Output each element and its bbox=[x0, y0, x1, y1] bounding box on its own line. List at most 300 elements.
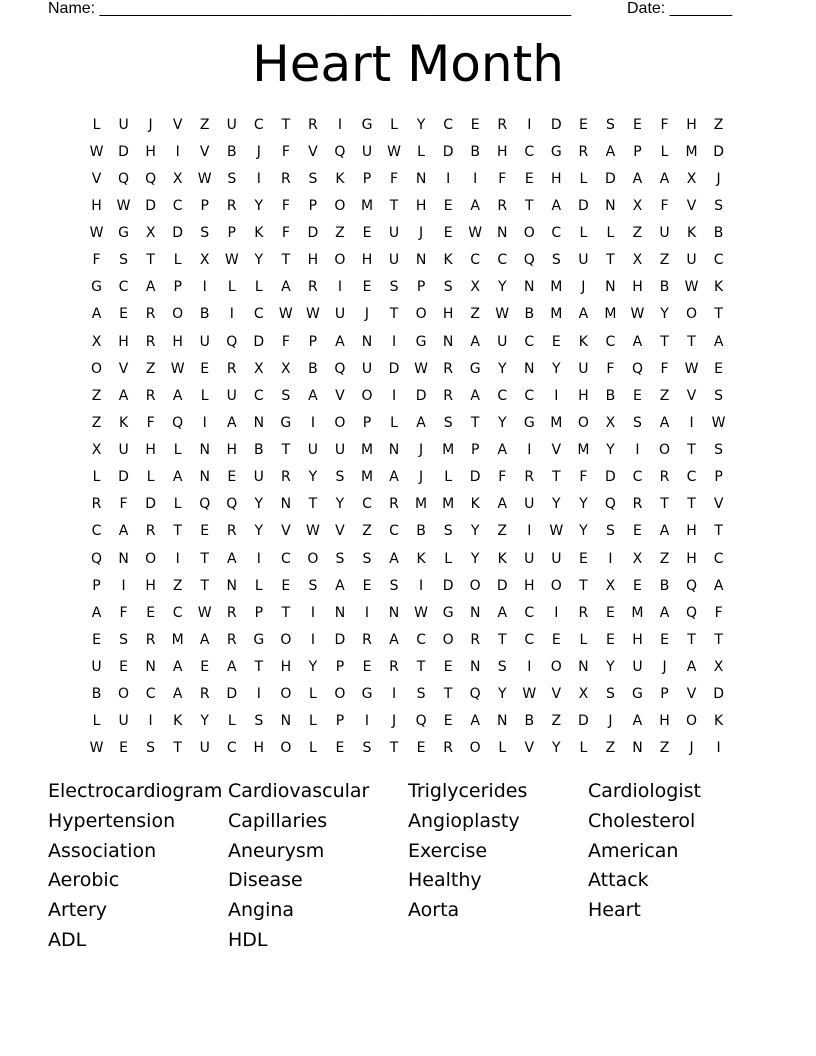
grid-letter[interactable]: Z bbox=[362, 523, 372, 540]
grid-letter[interactable]: A bbox=[470, 387, 480, 404]
grid-letter[interactable]: Y bbox=[254, 523, 264, 540]
grid-letter[interactable]: O bbox=[523, 225, 535, 242]
grid-letter[interactable]: E bbox=[416, 740, 426, 757]
grid-letter[interactable]: F bbox=[119, 604, 128, 621]
grid-letter[interactable]: S bbox=[605, 686, 615, 703]
grid-letter[interactable]: P bbox=[92, 577, 101, 594]
grid-letter[interactable]: T bbox=[281, 604, 291, 621]
grid-letter[interactable]: P bbox=[254, 604, 264, 621]
grid-letter[interactable]: S bbox=[551, 252, 561, 269]
grid-letter[interactable]: G bbox=[415, 333, 427, 350]
grid-letter[interactable]: G bbox=[632, 686, 643, 703]
grid-letter[interactable]: T bbox=[687, 442, 696, 459]
grid-letter[interactable]: D bbox=[118, 469, 129, 486]
grid-letter[interactable]: C bbox=[145, 686, 156, 703]
grid-letter[interactable]: B bbox=[226, 143, 237, 160]
grid-letter[interactable]: Y bbox=[416, 116, 426, 133]
grid-letter[interactable]: V bbox=[335, 523, 345, 540]
grid-letter[interactable]: L bbox=[498, 740, 507, 757]
grid-letter[interactable]: V bbox=[713, 496, 724, 513]
grid-letter[interactable]: J bbox=[364, 306, 370, 323]
grid-letter[interactable]: A bbox=[199, 631, 210, 648]
grid-letter[interactable]: X bbox=[605, 577, 616, 594]
grid-letter[interactable]: G bbox=[550, 143, 562, 160]
grid-letter[interactable]: O bbox=[361, 387, 373, 404]
grid-letter[interactable]: I bbox=[310, 604, 315, 621]
grid-letter[interactable]: M bbox=[360, 469, 374, 486]
grid-letter[interactable]: Z bbox=[659, 550, 670, 567]
grid-letter[interactable]: Y bbox=[254, 197, 264, 214]
grid-letter[interactable]: E bbox=[281, 577, 291, 594]
grid-letter[interactable]: W bbox=[468, 225, 483, 242]
grid-letter[interactable]: H bbox=[686, 523, 697, 540]
grid-letter[interactable]: Z bbox=[659, 740, 670, 757]
grid-letter[interactable]: Y bbox=[497, 414, 507, 431]
grid-letter[interactable]: S bbox=[308, 577, 318, 594]
grid-letter[interactable]: K bbox=[686, 225, 697, 242]
grid-letter[interactable]: S bbox=[308, 170, 318, 187]
grid-letter[interactable]: G bbox=[280, 414, 292, 431]
grid-letter[interactable]: J bbox=[689, 740, 694, 757]
grid-letter[interactable]: E bbox=[578, 116, 588, 133]
grid-letter[interactable]: X bbox=[632, 197, 643, 214]
grid-letter[interactable]: P bbox=[470, 442, 480, 459]
grid-letter[interactable]: O bbox=[550, 577, 562, 594]
grid-letter[interactable]: F bbox=[660, 116, 669, 133]
grid-letter[interactable]: Z bbox=[335, 225, 345, 242]
grid-letter[interactable]: N bbox=[632, 740, 643, 757]
grid-letter[interactable]: T bbox=[443, 686, 453, 703]
grid-letter[interactable]: W bbox=[278, 306, 293, 323]
grid-letter[interactable]: X bbox=[145, 225, 156, 242]
grid-letter[interactable]: N bbox=[280, 496, 292, 513]
grid-letter[interactable]: J bbox=[419, 225, 424, 242]
grid-letter[interactable]: T bbox=[714, 523, 723, 540]
grid-letter[interactable]: N bbox=[605, 197, 616, 214]
grid-letter[interactable]: W bbox=[197, 170, 212, 187]
grid-letter[interactable]: T bbox=[254, 659, 264, 676]
grid-letter[interactable]: Z bbox=[145, 360, 156, 377]
grid-letter[interactable]: I bbox=[527, 523, 532, 540]
grid-letter[interactable]: C bbox=[497, 252, 508, 269]
grid-letter[interactable]: L bbox=[173, 496, 182, 513]
grid-letter[interactable]: W bbox=[549, 523, 564, 540]
grid-letter[interactable]: W bbox=[116, 197, 131, 214]
grid-letter[interactable]: A bbox=[172, 659, 183, 676]
grid-letter[interactable]: R bbox=[578, 604, 589, 621]
grid-letter[interactable]: O bbox=[686, 306, 698, 323]
grid-letter[interactable]: N bbox=[496, 713, 508, 730]
grid-letter[interactable]: T bbox=[200, 550, 209, 567]
grid-letter[interactable]: O bbox=[118, 686, 130, 703]
grid-letter[interactable]: G bbox=[118, 225, 129, 242]
grid-letter[interactable]: A bbox=[497, 496, 508, 513]
grid-letter[interactable]: R bbox=[91, 496, 102, 513]
grid-letter[interactable]: N bbox=[334, 604, 346, 621]
grid-letter[interactable]: D bbox=[118, 143, 129, 160]
grid-letter[interactable]: W bbox=[630, 306, 645, 323]
grid-letter[interactable]: I bbox=[256, 170, 261, 187]
grid-letter[interactable]: Y bbox=[552, 740, 561, 757]
grid-letter[interactable]: I bbox=[256, 686, 261, 703]
grid-letter[interactable]: N bbox=[388, 604, 400, 621]
grid-letter[interactable]: D bbox=[442, 577, 454, 594]
grid-letter[interactable]: N bbox=[469, 659, 481, 676]
grid-letter[interactable]: L bbox=[417, 143, 425, 160]
grid-letter[interactable]: E bbox=[633, 523, 642, 540]
grid-letter[interactable]: C bbox=[713, 550, 724, 567]
grid-letter[interactable]: Z bbox=[632, 225, 643, 242]
grid-letter[interactable]: S bbox=[254, 713, 264, 730]
grid-letter[interactable]: S bbox=[281, 387, 291, 404]
grid-letter[interactable]: R bbox=[226, 197, 237, 214]
grid-letter[interactable]: O bbox=[91, 360, 103, 377]
grid-letter[interactable]: K bbox=[714, 713, 724, 730]
grid-letter[interactable]: I bbox=[148, 713, 153, 730]
grid-letter[interactable]: O bbox=[334, 197, 346, 214]
grid-letter[interactable]: U bbox=[253, 469, 264, 486]
grid-letter[interactable]: X bbox=[713, 659, 724, 676]
grid-letter[interactable]: A bbox=[632, 333, 643, 350]
grid-letter[interactable]: M bbox=[577, 442, 590, 459]
grid-letter[interactable]: S bbox=[335, 469, 345, 486]
grid-letter[interactable]: Q bbox=[415, 713, 427, 730]
grid-letter[interactable]: D bbox=[713, 686, 724, 703]
grid-letter[interactable]: C bbox=[524, 631, 535, 648]
grid-letter[interactable]: S bbox=[335, 550, 345, 567]
grid-letter[interactable]: F bbox=[606, 360, 615, 377]
grid-letter[interactable]: E bbox=[633, 116, 642, 133]
grid-letter[interactable]: A bbox=[308, 387, 318, 404]
grid-letter[interactable]: N bbox=[226, 577, 237, 594]
grid-letter[interactable]: E bbox=[200, 360, 210, 377]
grid-letter[interactable]: X bbox=[199, 252, 210, 269]
grid-letter[interactable]: O bbox=[280, 686, 292, 703]
grid-letter[interactable]: U bbox=[551, 550, 562, 567]
grid-letter[interactable]: S bbox=[146, 740, 156, 757]
grid-letter[interactable]: N bbox=[145, 659, 156, 676]
grid-letter[interactable]: U bbox=[686, 252, 697, 269]
grid-letter[interactable]: A bbox=[281, 279, 291, 296]
grid-letter[interactable]: S bbox=[389, 279, 399, 296]
grid-letter[interactable]: H bbox=[659, 713, 670, 730]
grid-letter[interactable]: D bbox=[307, 225, 319, 242]
grid-letter[interactable]: K bbox=[714, 279, 724, 296]
grid-letter[interactable]: A bbox=[497, 442, 508, 459]
grid-letter[interactable]: W bbox=[522, 686, 537, 703]
grid-letter[interactable]: P bbox=[416, 279, 426, 296]
grid-letter[interactable]: E bbox=[605, 604, 615, 621]
grid-letter[interactable]: Z bbox=[497, 523, 508, 540]
grid-letter[interactable]: V bbox=[172, 116, 183, 133]
grid-letter[interactable]: H bbox=[632, 279, 643, 296]
grid-letter[interactable]: N bbox=[496, 225, 508, 242]
grid-letter[interactable]: W bbox=[414, 604, 428, 621]
grid-letter[interactable]: C bbox=[524, 387, 535, 404]
grid-letter[interactable]: F bbox=[281, 197, 290, 214]
grid-letter[interactable]: V bbox=[551, 686, 562, 703]
grid-letter[interactable]: U bbox=[199, 333, 210, 350]
grid-letter[interactable]: C bbox=[524, 604, 535, 621]
grid-letter[interactable]: A bbox=[226, 414, 237, 431]
grid-letter[interactable]: G bbox=[523, 414, 535, 431]
grid-letter[interactable]: R bbox=[389, 496, 399, 513]
grid-letter[interactable]: U bbox=[91, 659, 102, 676]
grid-letter[interactable]: F bbox=[146, 414, 155, 431]
grid-letter[interactable]: I bbox=[202, 414, 207, 431]
grid-letter[interactable]: S bbox=[119, 252, 129, 269]
grid-letter[interactable]: V bbox=[308, 143, 318, 160]
grid-letter[interactable]: Q bbox=[226, 496, 238, 513]
grid-letter[interactable]: Q bbox=[118, 170, 130, 187]
grid-letter[interactable]: E bbox=[362, 225, 372, 242]
grid-letter[interactable]: W bbox=[495, 306, 510, 323]
grid-letter[interactable]: O bbox=[686, 713, 698, 730]
grid-letter[interactable]: I bbox=[689, 414, 694, 431]
grid-letter[interactable]: H bbox=[578, 387, 589, 404]
grid-letter[interactable]: C bbox=[362, 496, 372, 513]
grid-letter[interactable]: A bbox=[335, 333, 345, 350]
grid-letter[interactable]: T bbox=[173, 523, 182, 540]
grid-letter[interactable]: V bbox=[199, 143, 210, 160]
grid-letter[interactable]: Z bbox=[91, 387, 102, 404]
grid-letter[interactable]: E bbox=[119, 740, 128, 757]
grid-letter[interactable]: W bbox=[305, 523, 320, 540]
grid-letter[interactable]: Y bbox=[497, 279, 507, 296]
grid-letter[interactable]: C bbox=[524, 143, 535, 160]
grid-letter[interactable]: N bbox=[253, 414, 265, 431]
grid-letter[interactable]: H bbox=[496, 143, 508, 160]
grid-letter[interactable]: Z bbox=[199, 116, 210, 133]
grid-letter[interactable]: K bbox=[470, 496, 480, 513]
grid-letter[interactable]: J bbox=[608, 713, 613, 730]
grid-letter[interactable]: H bbox=[307, 252, 319, 269]
grid-letter[interactable]: M bbox=[550, 279, 563, 296]
grid-letter[interactable]: F bbox=[714, 604, 723, 621]
grid-letter[interactable]: A bbox=[172, 469, 183, 486]
grid-letter[interactable]: J bbox=[419, 469, 424, 486]
grid-letter[interactable]: E bbox=[443, 197, 453, 214]
grid-letter[interactable]: Q bbox=[91, 550, 103, 567]
grid-letter[interactable]: S bbox=[389, 577, 399, 594]
grid-letter[interactable]: Y bbox=[552, 360, 561, 377]
grid-letter[interactable]: A bbox=[416, 414, 426, 431]
grid-letter[interactable]: A bbox=[172, 686, 183, 703]
grid-letter[interactable]: B bbox=[199, 306, 210, 323]
grid-letter[interactable]: A bbox=[226, 550, 237, 567]
grid-letter[interactable]: P bbox=[633, 143, 642, 160]
grid-letter[interactable]: R bbox=[145, 631, 156, 648]
grid-letter[interactable]: K bbox=[173, 713, 183, 730]
grid-letter[interactable]: Q bbox=[686, 604, 698, 621]
grid-letter[interactable]: V bbox=[91, 170, 102, 187]
grid-letter[interactable]: H bbox=[524, 577, 535, 594]
grid-letter[interactable]: B bbox=[524, 306, 535, 323]
grid-letter[interactable]: L bbox=[173, 252, 182, 269]
grid-letter[interactable]: T bbox=[660, 496, 669, 513]
grid-letter[interactable]: K bbox=[497, 550, 507, 567]
grid-letter[interactable]: M bbox=[415, 496, 428, 513]
grid-letter[interactable]: U bbox=[334, 306, 346, 323]
grid-letter[interactable]: S bbox=[119, 631, 129, 648]
grid-letter[interactable]: A bbox=[605, 143, 616, 160]
grid-letter[interactable]: K bbox=[416, 550, 426, 567]
grid-letter[interactable]: Y bbox=[308, 469, 318, 486]
grid-letter[interactable]: Y bbox=[606, 442, 615, 459]
grid-letter[interactable]: L bbox=[579, 631, 588, 648]
grid-letter[interactable]: R bbox=[226, 523, 237, 540]
grid-letter[interactable]: M bbox=[550, 306, 563, 323]
grid-letter[interactable]: J bbox=[662, 659, 667, 676]
grid-letter[interactable]: E bbox=[92, 631, 101, 648]
grid-letter[interactable]: X bbox=[281, 360, 291, 377]
grid-letter[interactable]: N bbox=[605, 279, 616, 296]
grid-letter[interactable]: I bbox=[121, 577, 126, 594]
grid-letter[interactable]: P bbox=[362, 170, 372, 187]
grid-letter[interactable]: R bbox=[470, 631, 481, 648]
grid-letter[interactable]: H bbox=[686, 550, 697, 567]
grid-letter[interactable]: I bbox=[391, 387, 397, 404]
grid-letter[interactable]: Q bbox=[469, 686, 481, 703]
grid-letter[interactable]: V bbox=[686, 387, 697, 404]
grid-letter[interactable]: H bbox=[145, 442, 156, 459]
grid-letter[interactable]: O bbox=[469, 740, 481, 757]
grid-letter[interactable]: S bbox=[362, 550, 372, 567]
grid-letter[interactable]: H bbox=[280, 659, 292, 676]
grid-letter[interactable]: R bbox=[145, 387, 156, 404]
grid-letter[interactable]: A bbox=[145, 279, 156, 296]
grid-letter[interactable]: F bbox=[281, 143, 290, 160]
grid-letter[interactable]: M bbox=[604, 306, 617, 323]
grid-letter[interactable]: A bbox=[632, 713, 643, 730]
grid-letter[interactable]: S bbox=[633, 414, 642, 431]
grid-letter[interactable]: A bbox=[335, 577, 345, 594]
grid-letter[interactable]: A bbox=[226, 659, 237, 676]
grid-letter[interactable]: L bbox=[92, 713, 101, 730]
grid-letter[interactable]: W bbox=[684, 360, 699, 377]
grid-letter[interactable]: M bbox=[442, 496, 455, 513]
grid-letter[interactable]: D bbox=[442, 143, 454, 160]
grid-letter[interactable]: T bbox=[281, 252, 291, 269]
grid-letter[interactable]: B bbox=[470, 143, 480, 160]
grid-letter[interactable]: M bbox=[631, 604, 644, 621]
grid-letter[interactable]: U bbox=[199, 740, 210, 757]
grid-letter[interactable]: T bbox=[552, 469, 561, 486]
grid-letter[interactable]: V bbox=[686, 197, 697, 214]
grid-letter[interactable]: I bbox=[364, 713, 370, 730]
grid-letter[interactable]: G bbox=[361, 116, 373, 133]
grid-letter[interactable]: Q bbox=[145, 170, 157, 187]
grid-letter[interactable]: N bbox=[361, 333, 373, 350]
grid-letter[interactable]: P bbox=[714, 469, 723, 486]
grid-letter[interactable]: P bbox=[173, 279, 182, 296]
grid-letter[interactable]: L bbox=[660, 143, 669, 160]
grid-letter[interactable]: Z bbox=[659, 252, 670, 269]
grid-letter[interactable]: C bbox=[226, 740, 237, 757]
grid-letter[interactable]: D bbox=[334, 631, 346, 648]
grid-letter[interactable]: G bbox=[442, 604, 454, 621]
grid-letter[interactable]: Q bbox=[686, 577, 698, 594]
grid-letter[interactable]: A bbox=[389, 631, 399, 648]
grid-letter[interactable]: O bbox=[334, 252, 346, 269]
grid-letter[interactable]: Q bbox=[334, 360, 346, 377]
grid-letter[interactable]: R bbox=[497, 197, 508, 214]
grid-letter[interactable]: I bbox=[554, 604, 559, 621]
grid-letter[interactable]: A bbox=[713, 577, 724, 594]
grid-letter[interactable]: R bbox=[145, 333, 156, 350]
grid-letter[interactable]: Y bbox=[308, 659, 318, 676]
grid-letter[interactable]: R bbox=[226, 360, 237, 377]
grid-letter[interactable]: L bbox=[390, 116, 398, 133]
grid-letter[interactable]: C bbox=[253, 306, 264, 323]
grid-letter[interactable]: L bbox=[227, 279, 236, 296]
grid-letter[interactable]: U bbox=[361, 360, 373, 377]
grid-letter[interactable]: S bbox=[714, 442, 724, 459]
grid-letter[interactable]: T bbox=[416, 659, 426, 676]
grid-letter[interactable]: I bbox=[527, 116, 532, 133]
grid-letter[interactable]: O bbox=[334, 686, 346, 703]
grid-letter[interactable]: I bbox=[337, 279, 343, 296]
grid-letter[interactable]: I bbox=[202, 279, 207, 296]
grid-letter[interactable]: L bbox=[200, 387, 209, 404]
grid-letter[interactable]: V bbox=[686, 686, 697, 703]
grid-letter[interactable]: B bbox=[713, 225, 724, 242]
grid-letter[interactable]: E bbox=[443, 713, 453, 730]
grid-letter[interactable]: Y bbox=[579, 496, 588, 513]
grid-letter[interactable]: T bbox=[579, 577, 588, 594]
grid-letter[interactable]: T bbox=[687, 496, 696, 513]
grid-letter[interactable]: U bbox=[388, 225, 400, 242]
grid-letter[interactable]: F bbox=[390, 170, 399, 187]
grid-letter[interactable]: X bbox=[578, 686, 589, 703]
grid-letter[interactable]: D bbox=[577, 197, 589, 214]
grid-letter[interactable]: E bbox=[443, 225, 453, 242]
grid-letter[interactable]: I bbox=[310, 414, 315, 431]
grid-letter[interactable]: A bbox=[551, 197, 562, 214]
grid-letter[interactable]: O bbox=[415, 306, 427, 323]
grid-letter[interactable]: K bbox=[118, 414, 129, 431]
grid-letter[interactable]: L bbox=[579, 170, 588, 187]
grid-letter[interactable]: O bbox=[658, 442, 671, 459]
grid-letter[interactable]: H bbox=[118, 333, 129, 350]
grid-letter[interactable]: L bbox=[308, 686, 317, 703]
grid-letter[interactable]: T bbox=[497, 631, 507, 648]
grid-letter[interactable]: C bbox=[605, 333, 616, 350]
grid-letter[interactable]: E bbox=[335, 740, 345, 757]
grid-letter[interactable]: A bbox=[659, 523, 670, 540]
grid-letter[interactable]: U bbox=[334, 442, 346, 459]
grid-letter[interactable]: C bbox=[416, 631, 426, 648]
grid-letter[interactable]: O bbox=[577, 414, 589, 431]
grid-letter[interactable]: W bbox=[387, 143, 401, 160]
grid-letter[interactable]: R bbox=[280, 170, 291, 187]
grid-letter[interactable]: S bbox=[443, 414, 453, 431]
grid-letter[interactable]: W bbox=[414, 360, 428, 377]
grid-letter[interactable]: R bbox=[362, 631, 372, 648]
grid-letter[interactable]: P bbox=[362, 414, 372, 431]
grid-letter[interactable]: D bbox=[713, 143, 724, 160]
grid-letter[interactable]: T bbox=[146, 252, 155, 269]
grid-letter[interactable]: A bbox=[389, 550, 399, 567]
grid-letter[interactable]: U bbox=[226, 116, 237, 133]
grid-letter[interactable]: I bbox=[635, 442, 640, 459]
grid-letter[interactable]: R bbox=[497, 116, 508, 133]
grid-letter[interactable]: O bbox=[307, 550, 319, 567]
grid-letter[interactable]: Y bbox=[606, 659, 615, 676]
grid-letter[interactable]: I bbox=[446, 170, 451, 187]
grid-letter[interactable]: M bbox=[171, 631, 184, 648]
grid-letter[interactable]: U bbox=[307, 442, 319, 459]
